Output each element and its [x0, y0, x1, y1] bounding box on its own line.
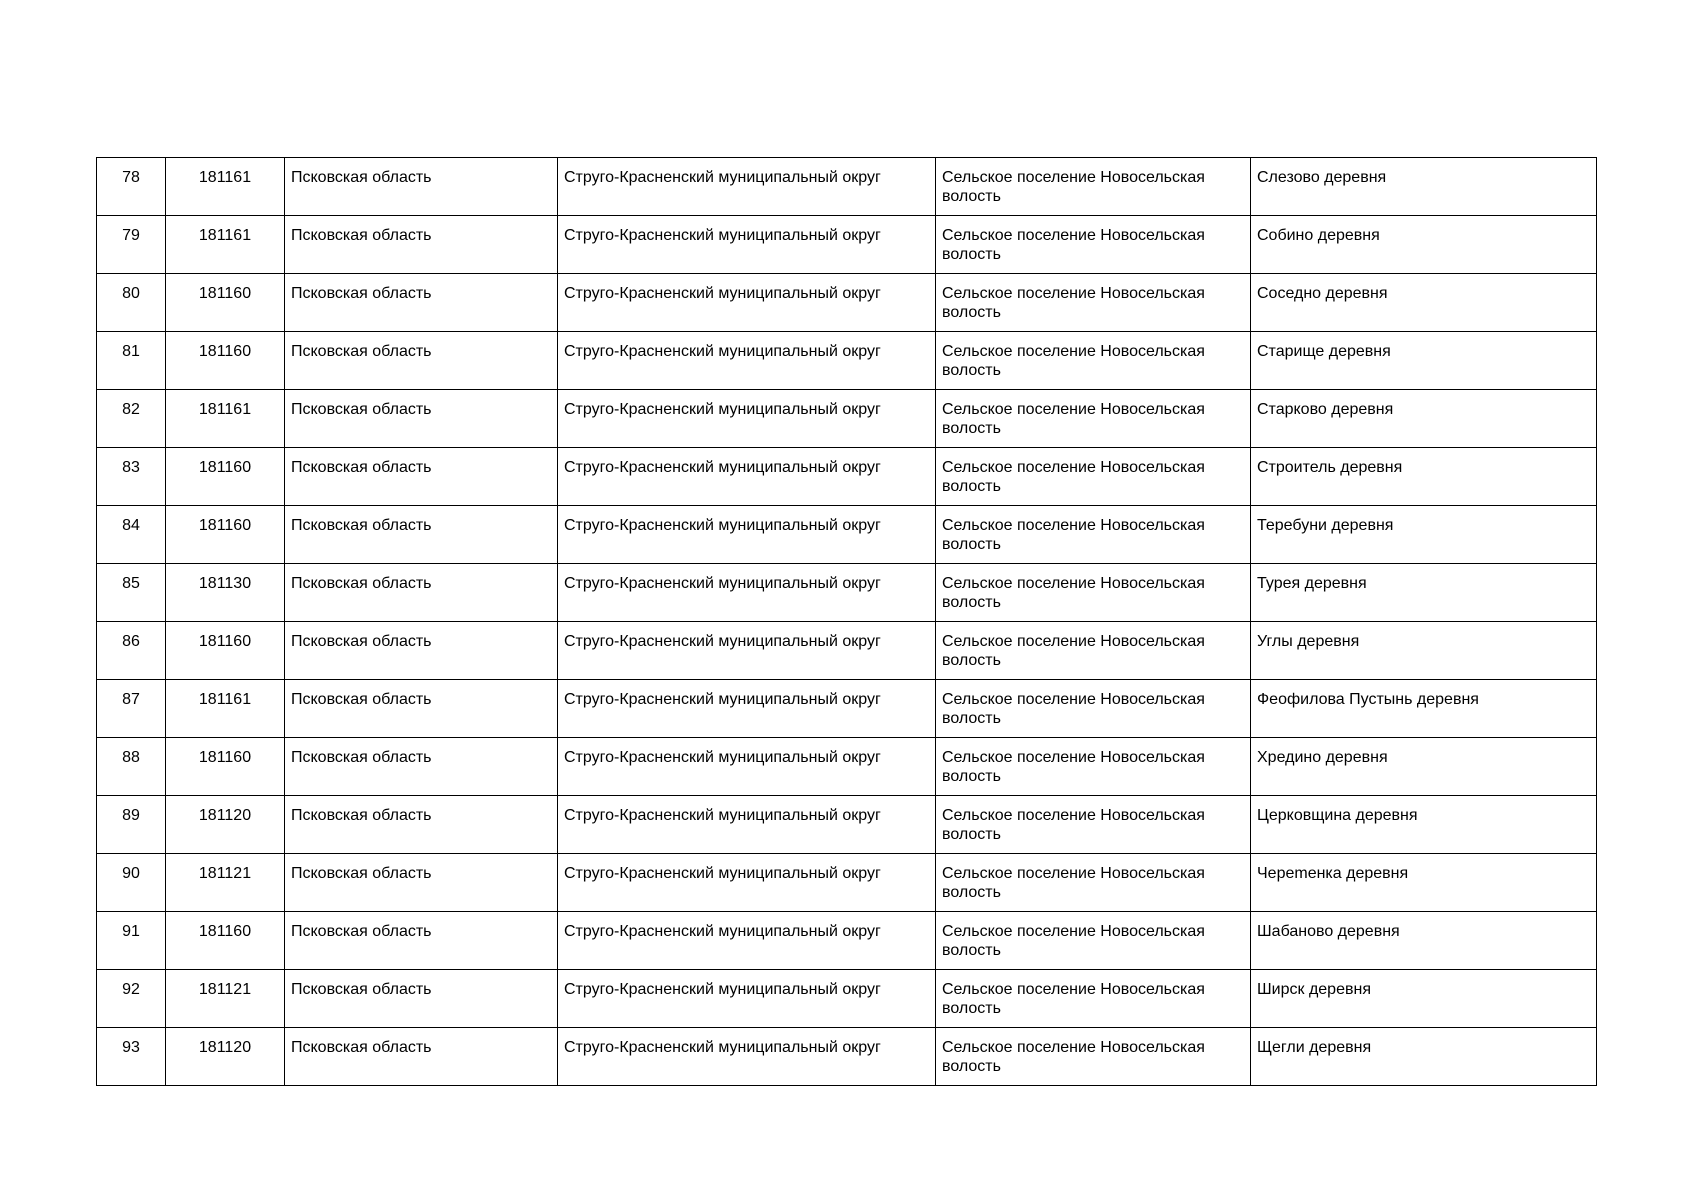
settlement-cell: Сельское поселение Новосельская волость [936, 1028, 1251, 1086]
table-row [97, 216, 1597, 274]
table-row [97, 912, 1597, 970]
table-row [97, 506, 1597, 564]
locality-cell: Теребуни деревня [1251, 506, 1597, 564]
settlement-cell: Сельское поселение Новосельская волость [936, 332, 1251, 390]
row-number-cell: 88 [97, 738, 166, 796]
settlement-cell: Сельское поселение Новосельская волость [936, 216, 1251, 274]
region-cell: Псковская область [285, 274, 558, 332]
settlement-cell: Сельское поселение Новосельская волость [936, 738, 1251, 796]
row-number-cell: 91 [97, 912, 166, 970]
row-number-cell: 87 [97, 680, 166, 738]
postal-code-cell: 181160 [166, 738, 285, 796]
settlement-cell: Сельское поселение Новосельская волость [936, 970, 1251, 1028]
address-table [96, 157, 1597, 1086]
settlement-cell: Сельское поселение Новосельская волость [936, 622, 1251, 680]
postal-code-cell: 181161 [166, 158, 285, 216]
district-cell: Струго-Красненский муниципальный округ [558, 390, 936, 448]
row-number-cell: 78 [97, 158, 166, 216]
region-cell: Псковская область [285, 622, 558, 680]
table-row [97, 738, 1597, 796]
district-cell: Струго-Красненский муниципальный округ [558, 448, 936, 506]
locality-cell: Церковщина деревня [1251, 796, 1597, 854]
region-cell: Псковская область [285, 332, 558, 390]
table-row [97, 622, 1597, 680]
settlement-cell: Сельское поселение Новосельская волость [936, 158, 1251, 216]
postal-code-cell: 181161 [166, 390, 285, 448]
row-number-cell: 81 [97, 332, 166, 390]
postal-code-cell: 181160 [166, 506, 285, 564]
row-number-cell: 90 [97, 854, 166, 912]
locality-cell: Слезово деревня [1251, 158, 1597, 216]
row-number-cell: 92 [97, 970, 166, 1028]
row-number-cell: 85 [97, 564, 166, 622]
district-cell: Струго-Красненский муниципальный округ [558, 854, 936, 912]
row-number-cell: 79 [97, 216, 166, 274]
district-cell: Струго-Красненский муниципальный округ [558, 564, 936, 622]
locality-cell: Феофилова Пустынь деревня [1251, 680, 1597, 738]
postal-code-cell: 181160 [166, 912, 285, 970]
postal-code-cell: 181120 [166, 796, 285, 854]
district-cell: Струго-Красненский муниципальный округ [558, 274, 936, 332]
postal-code-cell: 181121 [166, 970, 285, 1028]
locality-cell: Старище деревня [1251, 332, 1597, 390]
row-number-cell: 93 [97, 1028, 166, 1086]
postal-code-cell: 181121 [166, 854, 285, 912]
region-cell: Псковская область [285, 738, 558, 796]
table-row [97, 332, 1597, 390]
district-cell: Струго-Красненский муниципальный округ [558, 332, 936, 390]
postal-code-cell: 181161 [166, 216, 285, 274]
settlement-cell: Сельское поселение Новосельская волость [936, 854, 1251, 912]
table-row [97, 448, 1597, 506]
district-cell: Струго-Красненский муниципальный округ [558, 912, 936, 970]
postal-code-cell: 181160 [166, 622, 285, 680]
locality-cell: Углы деревня [1251, 622, 1597, 680]
settlement-cell: Сельское поселение Новосельская волость [936, 680, 1251, 738]
locality-cell: Собино деревня [1251, 216, 1597, 274]
locality-cell: Хредино деревня [1251, 738, 1597, 796]
table-row [97, 680, 1597, 738]
region-cell: Псковская область [285, 564, 558, 622]
row-number-cell: 86 [97, 622, 166, 680]
region-cell: Псковская область [285, 390, 558, 448]
region-cell: Псковская область [285, 796, 558, 854]
region-cell: Псковская область [285, 216, 558, 274]
district-cell: Струго-Красненский муниципальный округ [558, 1028, 936, 1086]
table-row [97, 274, 1597, 332]
district-cell: Струго-Красненский муниципальный округ [558, 680, 936, 738]
district-cell: Струго-Красненский муниципальный округ [558, 622, 936, 680]
settlement-cell: Сельское поселение Новосельская волость [936, 390, 1251, 448]
table-row [97, 158, 1597, 216]
settlement-cell: Сельское поселение Новосельская волость [936, 796, 1251, 854]
settlement-cell: Сельское поселение Новосельская волость [936, 274, 1251, 332]
region-cell: Псковская область [285, 912, 558, 970]
settlement-cell: Сельское поселение Новосельская волость [936, 506, 1251, 564]
postal-code-cell: 181130 [166, 564, 285, 622]
row-number-cell: 82 [97, 390, 166, 448]
settlement-cell: Сельское поселение Новосельская волость [936, 912, 1251, 970]
settlement-cell: Сельское поселение Новосельская волость [936, 564, 1251, 622]
settlement-cell: Сельское поселение Новосельская волость [936, 448, 1251, 506]
postal-code-cell: 181120 [166, 1028, 285, 1086]
table-row [97, 854, 1597, 912]
row-number-cell: 80 [97, 274, 166, 332]
locality-cell: Турея деревня [1251, 564, 1597, 622]
region-cell: Псковская область [285, 506, 558, 564]
district-cell: Струго-Красненский муниципальный округ [558, 796, 936, 854]
region-cell: Псковская область [285, 970, 558, 1028]
postal-code-cell: 181160 [166, 332, 285, 390]
locality-cell: Черemенка деревня [1251, 854, 1597, 912]
region-cell: Псковская область [285, 854, 558, 912]
postal-code-cell: 181160 [166, 274, 285, 332]
region-cell: Псковская область [285, 680, 558, 738]
locality-cell: Старково деревня [1251, 390, 1597, 448]
table-row [97, 564, 1597, 622]
table-body [97, 158, 1597, 1086]
postal-code-cell: 181161 [166, 680, 285, 738]
district-cell: Струго-Красненский муниципальный округ [558, 216, 936, 274]
table-row [97, 796, 1597, 854]
district-cell: Струго-Красненский муниципальный округ [558, 738, 936, 796]
region-cell: Псковская область [285, 1028, 558, 1086]
district-cell: Струго-Красненский муниципальный округ [558, 506, 936, 564]
row-number-cell: 84 [97, 506, 166, 564]
table-row [97, 970, 1597, 1028]
row-number-cell: 89 [97, 796, 166, 854]
locality-cell: Строитель деревня [1251, 448, 1597, 506]
district-cell: Струго-Красненский муниципальный округ [558, 970, 936, 1028]
region-cell: Псковская область [285, 158, 558, 216]
district-cell: Струго-Красненский муниципальный округ [558, 158, 936, 216]
locality-cell: Щегли деревня [1251, 1028, 1597, 1086]
row-number-cell: 83 [97, 448, 166, 506]
locality-cell: Ширск деревня [1251, 970, 1597, 1028]
locality-cell: Соседно деревня [1251, 274, 1597, 332]
postal-code-cell: 181160 [166, 448, 285, 506]
table-row [97, 1028, 1597, 1086]
region-cell: Псковская область [285, 448, 558, 506]
locality-cell: Шабаново деревня [1251, 912, 1597, 970]
table-row [97, 390, 1597, 448]
